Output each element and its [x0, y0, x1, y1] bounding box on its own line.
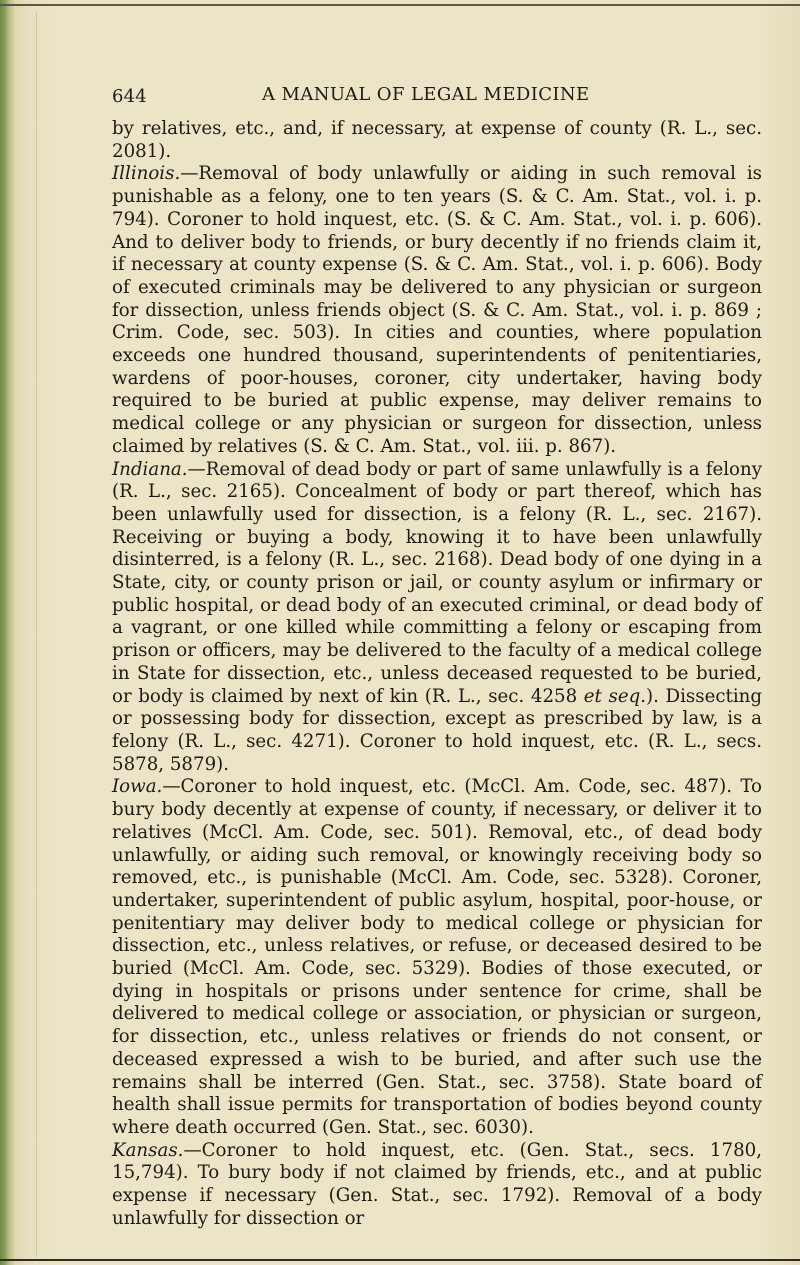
page-number: 644 — [112, 86, 147, 107]
page-header — [112, 84, 762, 114]
state-heading-iowa: Iowa. — [112, 776, 163, 798]
state-heading-indiana: Indiana. — [112, 458, 188, 480]
paragraph-continuation — [112, 118, 762, 163]
state-heading-illinois: Illinois. — [112, 163, 181, 185]
latin-citation: et seq. — [583, 685, 647, 707]
paragraph-text: —Removal of body unlawfully or aiding in such removal is punishable as a felony, one to ten years (S. & C. Am. Stat., vol. i. p. 794). Coroner to hold inquest, etc. (S. & C. Am. Stat., vol. i. p. 606). And to deliver body to friends, or bury decently if no friends claim it, if necessary at county expense (S. & C. Am. Stat., vol. i. p. 606). Body of executed criminals may be delivered to any physician or surgeon for dissection, unless friends object (S. & C. Am. Stat., vol. i. p. 869 ; Crim. Code, sec. 503). In cities and counties, where population exceeds one hundred thousand, superintendents of penitentiaries, wardens of poor-houses, coroner, city undertaker, having body required to be buried at public expense, may deliver remains to medical college or any physician or surgeon for dissection, unless claimed by relatives (S. & C. Am. Stat., vol. iii. p. 867). — [112, 163, 762, 457]
running-title: A MANUAL OF LEGAL MEDICINE — [262, 84, 590, 105]
top-page-border — [0, 4, 800, 6]
paragraph-text: ). Dissecting or possessing body for dissection, except as prescribed by law, is a felony (R. L., sec. 4271). Coroner to hold inquest, etc. (R. L., secs. 5878, 5879). — [112, 685, 763, 775]
state-paragraph-iowa — [112, 776, 762, 1139]
paragraph-text: —Coroner to hold inquest, etc. (McCl. Am. Code, sec. 487). To bury body decently at expense of county, if necessary, or deliver it to relatives (McCl. Am. Code, sec. 501). Removal, etc., of dead body unlawfully, or aiding such removal, or knowingly receiving body so removed, etc., is punishable (McCl. Am. Code, sec. 5328). Coroner, undertaker, superintendent of public asylum, hospital, poor-house, or penitentiary may deliver body to medical college or physician for dissection, etc., unless relatives, or refuse, or deceased desired to be buried (McCl. Am. Code, sec. 5329). Bodies of those executed, or dying in hospitals or prisons under sentence for crime, shall be delivered to medical college or association, or physician or surgeon, for dissection, etc., unless relatives or friends do not consent, or deceased expressed a wish to be buried, and after such use the remains shall be interred (Gen. Stat., sec. 3758). State board of health shall issue permits for transportation of bodies beyond county where death occurred (Gen. Stat., sec. 6030). — [112, 776, 762, 1138]
legal-text-body — [112, 118, 762, 1238]
page-margin-line — [36, 12, 37, 1257]
state-heading-kansas: Kansas. — [112, 1139, 184, 1161]
bottom-page-border — [0, 1259, 800, 1261]
paragraph-text: —Removal of dead body or part of same unlawfully is a felony (R. L., sec. 2165). Concealment of body or part thereof, which has been unlawfully used for dissection, is a felony (R. L., sec. 2167). Receiving or buying a body, knowing it to have been unlawfully disinterred, is a felony (R. L., sec. 2168). Dead body of one dying in a State, city, or county prison or jail, or county asylum or infirmary or public hospital, or dead body of an executed criminal, or dead body of a vagrant, or one killed while committing a felony or escaping from prison or officers, may be delivered to the faculty of a medical college in State for dissection, etc., unless deceased requested to be buried, or body is claimed by next of kin (R. L., sec. 4258 — [112, 458, 762, 707]
paragraph-text: —Coroner to hold inquest, etc. (Gen. Stat., secs. 1780, 15,794). To bury body if not claimed by friends, etc., and at public expense if necessary (Gen. Stat., sec. 1792). Removal of a body unlawfully for dissection or — [112, 1139, 762, 1229]
state-paragraph-illinois — [112, 163, 762, 458]
paragraph-text: by relatives, etc., and, if necessary, at expense of county (R. L., sec. 2081). — [112, 118, 762, 162]
state-paragraph-kansas — [112, 1140, 762, 1231]
page-binding-edge — [0, 0, 14, 1265]
state-paragraph-indiana — [112, 459, 762, 777]
